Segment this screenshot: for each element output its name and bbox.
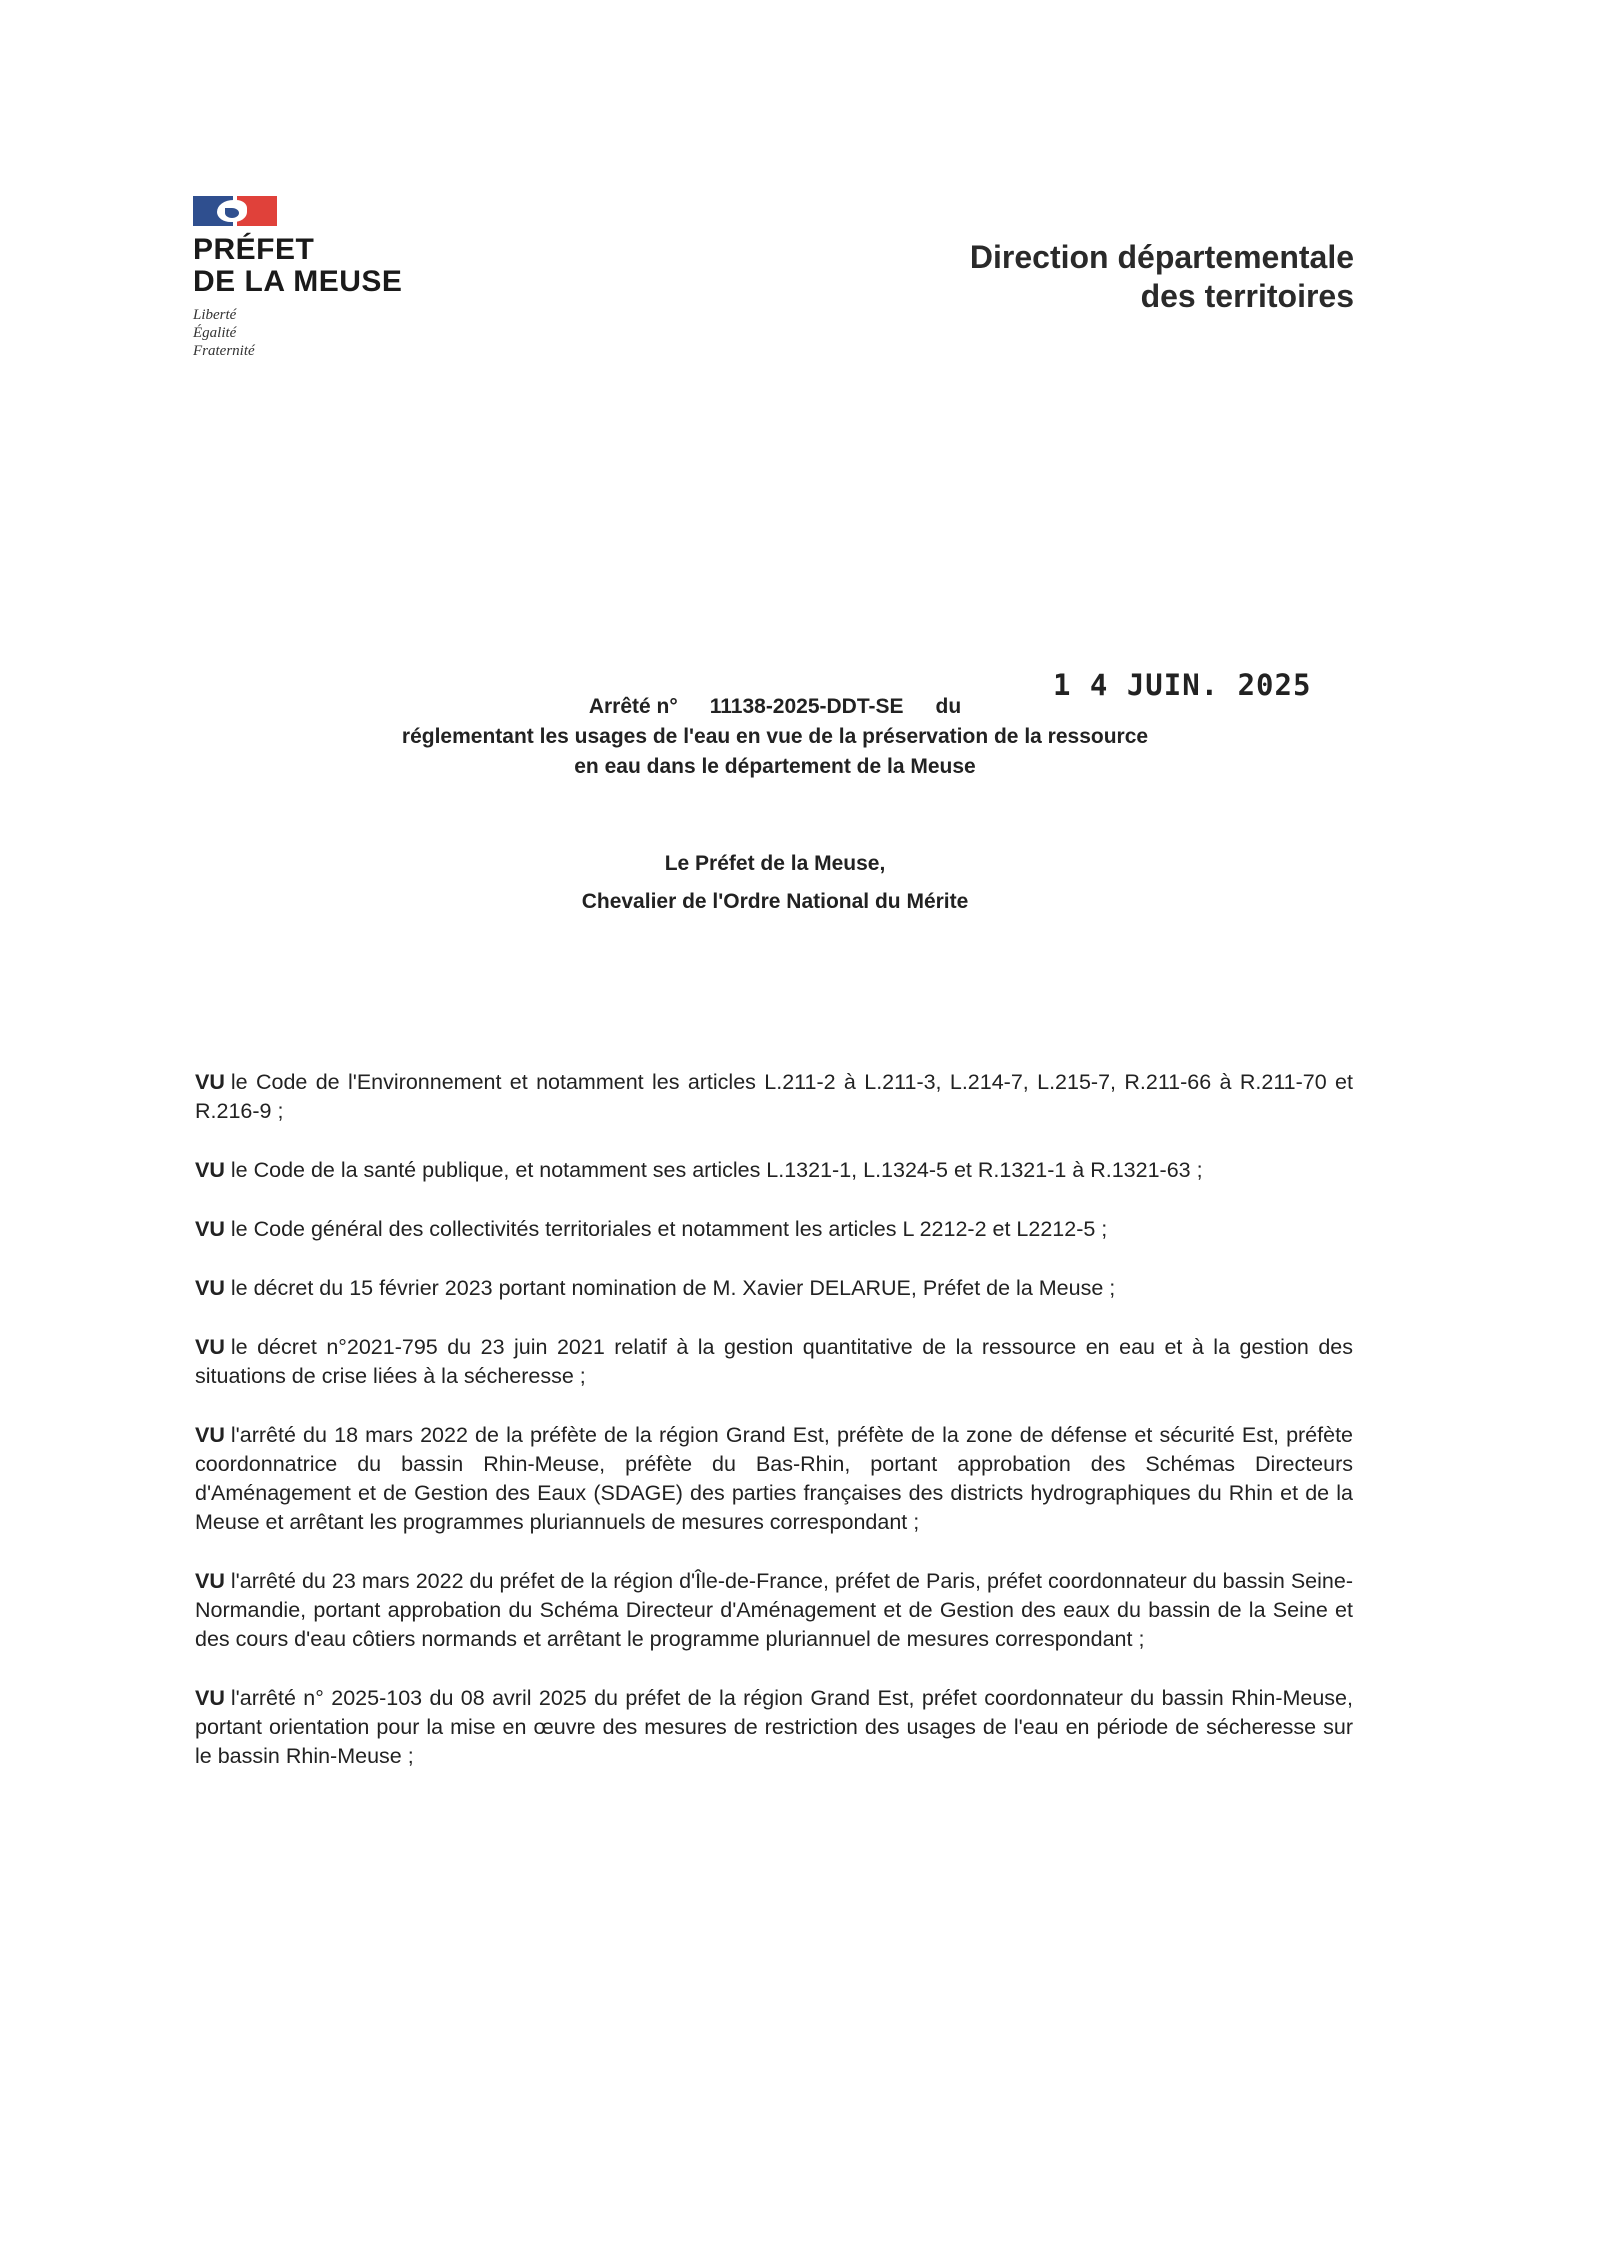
visa-text: le Code de l'Environnement et notamment les articles L.211-2 à L.211-3, L.214-7, L.215-7, R.211-66 à R.211-70 et R.216-9 ; xyxy=(195,1070,1353,1123)
visa-prefix: VU xyxy=(195,1276,225,1300)
author-line-1: Le Préfet de la Meuse, xyxy=(664,852,886,875)
issuer-line-2: DE LA MEUSE xyxy=(193,265,403,298)
service-line-2: des territoires xyxy=(1140,278,1354,314)
visa-item xyxy=(195,1274,1353,1303)
author-line-2: Chevalier de l'Ordre National du Mérite xyxy=(581,890,969,913)
visa-prefix: VU xyxy=(195,1423,225,1447)
visa-text: le Code général des collectivités territoriales et notamment les articles L 2212-2 et L2212-5 ; xyxy=(230,1217,1108,1241)
visa-item xyxy=(195,1684,1353,1771)
issuer-name xyxy=(193,234,453,298)
visa-item xyxy=(195,1333,1353,1391)
visa-text: l'arrêté du 23 mars 2022 du préfet de la région d'Île-de-France, préfet de Paris, préfet coordonnateur du bassin Seine-Normandie, portant approbation du Schéma Directeur d'Aménagement et de Gestion des eaux du bassin de la Seine et des cours d'eau côtiers normands et arrêtant le programme pluriannuel de mesures correspondant ; xyxy=(195,1569,1353,1651)
visa-text: le décret n°2021-795 du 23 juin 2021 relatif à la gestion quantitative de la ressource en eau et à la gestion des situations de crise liées à la sécheresse ; xyxy=(195,1335,1353,1388)
marianne-flag-icon xyxy=(193,196,277,226)
visa-prefix: VU xyxy=(195,1217,225,1241)
issuing-service xyxy=(970,238,1354,316)
arrete-subject-line-2: en eau dans le département de la Meuse xyxy=(574,755,976,778)
arrete-number-label: Arrêté n° xyxy=(588,695,678,718)
visa-text: le décret du 15 février 2023 portant nomination de M. Xavier DELARUE, Préfet de la Meuse ; xyxy=(230,1276,1116,1300)
author-block xyxy=(300,845,1250,921)
arrete-number: 11138-2025-DDT-SE xyxy=(709,695,904,718)
motto-egalite: Égalité xyxy=(193,325,237,341)
visa-item xyxy=(195,1068,1353,1126)
visa-prefix: VU xyxy=(195,1070,225,1094)
motto-fraternite: Fraternité xyxy=(193,343,255,359)
visa-prefix: VU xyxy=(195,1686,225,1710)
visa-prefix: VU xyxy=(195,1569,225,1593)
arrete-number-line xyxy=(300,692,1250,722)
arrete-date-prefix: du xyxy=(935,695,962,718)
service-line-1: Direction départementale xyxy=(969,239,1354,275)
visa-prefix: VU xyxy=(195,1158,225,1182)
republic-motto xyxy=(193,306,453,360)
prefecture-logo xyxy=(193,196,453,360)
arrete-subject-line-1: réglementant les usages de l'eau en vue de la préservation de la ressource xyxy=(401,725,1149,748)
visa-item xyxy=(195,1215,1353,1244)
visa-prefix: VU xyxy=(195,1335,225,1359)
visa-item xyxy=(195,1421,1353,1537)
visas-list xyxy=(195,1068,1353,1801)
arrete-title xyxy=(300,692,1250,782)
date-stamp: 1 4 JUIN. 2025 xyxy=(1053,668,1312,702)
motto-liberte: Liberté xyxy=(193,307,237,323)
visa-item xyxy=(195,1567,1353,1654)
visa-text: l'arrêté n° 2025-103 du 08 avril 2025 du préfet de la région Grand Est, préfet coordonnateur du bassin Rhin-Meuse, portant orientation pour la mise en œuvre des mesures de restriction des usages de l'eau en période de sécheresse sur le bassin Rhin-Meuse ; xyxy=(195,1686,1353,1768)
issuer-line-1: PRÉFET xyxy=(193,233,315,266)
visa-text: le Code de la santé publique, et notamment ses articles L.1321-1, L.1324-5 et R.1321-1 à R.1321-63 ; xyxy=(230,1158,1203,1182)
visa-item xyxy=(195,1156,1353,1185)
visa-text: l'arrêté du 18 mars 2022 de la préfète de la région Grand Est, préfète de la zone de défense et sécurité Est, préfète coordonnatrice du bassin Rhin-Meuse, préfète du Bas-Rhin, portant approbation des Schémas Directeurs d'Aménagement et de Gestion des Eaux (SDAGE) des parties françaises des districts hydrographiques du Rhin et de la Meuse et arrêtant les programmes pluriannuels de mesures correspondant ; xyxy=(195,1423,1353,1534)
